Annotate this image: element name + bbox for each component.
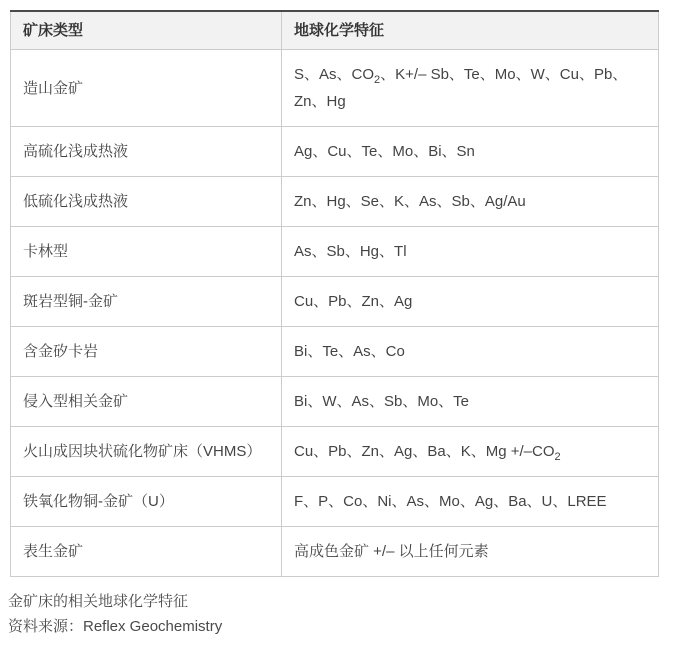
table-row — [11, 427, 659, 477]
geochemical-features-cell: Ag、Cu、Te、Mo、Bi、Sn — [282, 127, 659, 177]
geochemical-features-cell: Cu、Pb、Zn、Ag、Ba、K、$Mg +/-CO_2$ — [282, 427, 659, 477]
table-caption-source: 资料来源：Reflex Geochemistry — [8, 618, 223, 635]
table-row — [11, 177, 659, 227]
caption-block — [8, 589, 659, 639]
deposit-type-cell: 铁氧化物铜-金矿（U） — [11, 477, 282, 527]
geochemical-features-cell: F、P、Co、Ni、As、Mo、Ag、Ba、U、LREE — [282, 477, 659, 527]
geochemical-features-cell: Cu、Pb、Zn、Ag — [282, 277, 659, 327]
deposit-type-cell: 高硫化浅成热液 — [11, 127, 282, 177]
geochemistry-table — [10, 10, 659, 577]
table-body — [11, 50, 659, 577]
table-row — [11, 277, 659, 327]
deposit-type-cell: 含金矽卡岩 — [11, 327, 282, 377]
column-header-deposit-type: 矿床类型 — [11, 11, 282, 50]
table-row — [11, 527, 659, 577]
deposit-type-cell: 斑岩型铜-金矿 — [11, 277, 282, 327]
deposit-type-cell: 表生金矿 — [11, 527, 282, 577]
deposit-type-cell: 造山金矿 — [11, 50, 282, 127]
deposit-type-cell: 卡林型 — [11, 227, 282, 277]
geochemical-features-cell: 高成色金矿 +/– 以上任何元素 — [282, 527, 659, 577]
table-header — [11, 11, 659, 50]
deposit-type-cell: 侵入型相关金矿 — [11, 377, 282, 427]
deposit-type-cell: 火山成因块状硫化物矿床（VHMS） — [11, 427, 282, 477]
deposit-type-cell: 低硫化浅成热液 — [11, 177, 282, 227]
table-caption-title: 金矿床的相关地球化学特征 — [8, 593, 189, 610]
table-row — [11, 477, 659, 527]
header-row — [11, 11, 659, 50]
table-row — [11, 127, 659, 177]
table-row — [11, 327, 659, 377]
table-row — [11, 227, 659, 277]
table-row — [11, 50, 659, 127]
table-row — [11, 377, 659, 427]
geochemical-features-cell: Zn、Hg、Se、K、As、Sb、Ag/Au — [282, 177, 659, 227]
geochemical-features-cell: S、As、$CO_2$、K+/– Sb、Te、Mo、W、Cu、Pb、Zn、Hg — [282, 50, 659, 127]
column-header-geochemical-features: 地球化学特征 — [282, 11, 659, 50]
geochemical-features-cell: As、Sb、Hg、Tl — [282, 227, 659, 277]
geochemical-features-cell: Bi、W、As、Sb、Mo、Te — [282, 377, 659, 427]
geochemical-features-cell: Bi、Te、As、Co — [282, 327, 659, 377]
